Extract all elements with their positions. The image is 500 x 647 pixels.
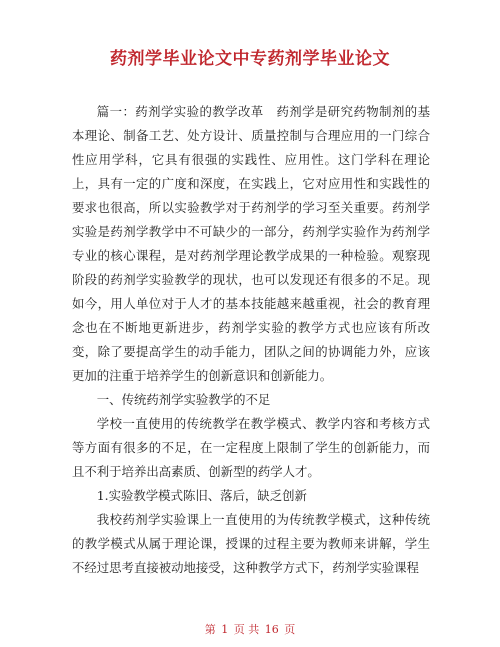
subsection-heading-1: 1.实验教学模式陈旧、落后，缺乏创新 <box>96 488 307 503</box>
footer-middle: 页 共 <box>233 623 260 636</box>
document-body <box>72 100 430 580</box>
document-title: 药剂学毕业论文中专药剂学毕业论文 <box>110 49 390 69</box>
paragraph-subsection-1: 我校药剂学实验课上一直使用的为传统教学模式，这种传统的教学模式从属于理论课，授课的过程主要为教师来讲解，学生不经过思考直接被动地接受，这种教学方式下，药剂学实验课程 <box>72 512 430 575</box>
footer-total-pages: 16 <box>264 623 279 636</box>
section-heading-1: 一、传统药剂学实验教学的不足 <box>96 392 271 407</box>
footer-prefix: 第 <box>204 623 216 636</box>
footer-page-number: 1 <box>221 623 229 636</box>
page-footer <box>0 621 500 637</box>
paragraph-intro: 篇一：药剂学实验的教学改革 药剂学是研究药物制剂的基本理论、制备工艺、处方设计、质量控制与合理应用的一门综合性应用学科，它具有很强的实践性、应用性。这门学科在理论上，具有一定的广度和深度，在实践上，它对应用性和实践性的要求也很高，所以实验教学对于药剂学的学习至关重要。药剂学实验是药剂学教学中不可缺少的一部分，药剂学实验作为药剂学专业的核心课程，是对药剂学理论教学成果的一种检验。观察现阶段的药剂学实验教学的现状，也可以发现还有很多的不足。现如今，用人单位对于人才的基本技能越来越重视，社会的教育理念也在不断地更新进步，药剂学实验的教学方式也应该有所改变，除了要提高学生的动手能力，团队之间的协调能力外，应该更加的注重于培养学生的创新意识和创新能力。 <box>72 104 430 383</box>
footer-suffix: 页 <box>284 623 296 636</box>
paragraph-section-1: 学校一直使用的传统教学在教学模式、教学内容和考核方式等方面有很多的不足，在一定程度上限制了学生的创新能力，而且不利于培养出高素质、创新型的药学人才。 <box>72 416 430 479</box>
